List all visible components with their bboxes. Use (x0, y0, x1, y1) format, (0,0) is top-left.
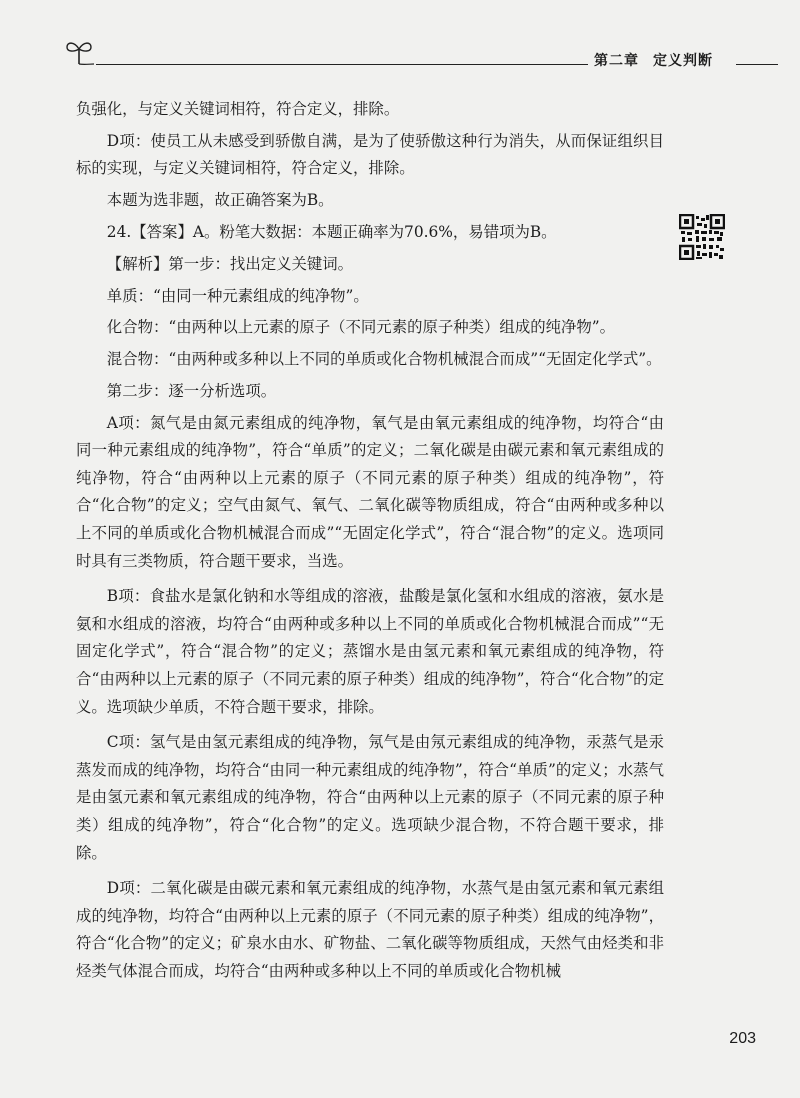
paragraph: D项：使员工从未感受到骄傲自满，是为了使骄傲这种行为消失，从而保证组织目标的实现，与定义关键词相符，符合定义，排除。 (76, 131, 664, 178)
answer-explanation (76, 96, 664, 990)
header-rule-right (736, 64, 778, 65)
chapter-label: 第二章 (594, 53, 639, 69)
option-d-analysis: D项：二氧化碳是由碳元素和氧元素组成的纯净物，水蒸气是由氢元素和氧元素组成的纯净物，均符合“由两种以上元素的原子（不同元素的原子种类）组成的纯净物”，符合“化合物”的定义；矿泉水由水、矿物盐、二氧化碳等物质组成，天然气由烃类和非烃类气体混合而成，均符合“由两种或多种以上不同的单质或化合物机械 (76, 879, 664, 980)
option-b-analysis: B项：食盐水是氯化钠和水等组成的溶液，盐酸是氯化氢和水组成的溶液，氨水是氨和水组成的溶液，均符合“由两种或多种以上不同的单质或化合物机械混合而成”“无固定化学式”，符合“混合物”的定义；蒸馏水是由氢元素和氧元素组成的纯净物，符合“由两种以上元素的原子（不同元素的原子种类）组成的纯净物”，符合“化合物”的定义。选项缺少单质，不符合题干要求，排除。 (76, 587, 664, 716)
page-header (0, 0, 800, 80)
paragraph: 负强化，与定义关键词相符，符合定义，排除。 (76, 100, 400, 118)
definition-simple-substance: 单质：“由同一种元素组成的纯净物”。 (106, 286, 369, 305)
paragraph: 本题为选非题，故正确答案为B。 (106, 191, 334, 210)
option-a-analysis: A项：氮气是由氮元素组成的纯净物，氧气是由氧元素组成的纯净物，均符合“由同一种元素组成的纯净物”，符合“单质”的定义；二氧化碳是由碳元素和氧元素组成的纯净物，符合“由两种以上元素的原子（不同元素的原子种类）组成的纯净物”，符合“化合物”的定义；空气由氮气、氧气、二氧化碳等物质组成，符合“由两种或多种以上不同的单质或化合物机械混合而成”“无固定化学式”，符合“混合物”的定义。选项同时具有三类物质，符合题干要求，当选。 (76, 413, 664, 570)
page-number: 203 (729, 1030, 756, 1047)
chapter-title (594, 50, 713, 70)
section-label: 定义判断 (653, 53, 713, 69)
sprout-icon (64, 38, 94, 66)
answer-line: 24.【答案】A。粉笔大数据：本题正确率为70.6%，易错项为B。 (106, 222, 557, 241)
option-c-analysis: C项：氢气是由氢元素组成的纯净物，氖气是由氖元素组成的纯净物，汞蒸气是汞蒸发而成的纯净物，均符合“由同一种元素组成的纯净物”，符合“单质”的定义；水蒸气是由氢元素和氧元素组成的纯净物，符合“由两种以上元素的原子（不同元素的原子种类）组成的纯净物”，符合“化合物”的定义。选项缺少混合物，不符合题干要求，排除。 (76, 733, 664, 862)
step-two-heading: 第二步：逐一分析选项。 (106, 381, 277, 400)
analysis-heading: 【解析】第一步：找出定义关键词。 (106, 254, 354, 273)
definition-compound: 化合物：“由两种以上元素的原子（不同元素的原子种类）组成的纯净物”。 (106, 318, 616, 337)
header-rule (96, 64, 588, 65)
qr-code-icon[interactable] (679, 214, 725, 260)
definition-mixture: 混合物：“由两种或多种以上不同的单质或化合物机械混合而成”“无固定化学式”。 (106, 350, 662, 369)
